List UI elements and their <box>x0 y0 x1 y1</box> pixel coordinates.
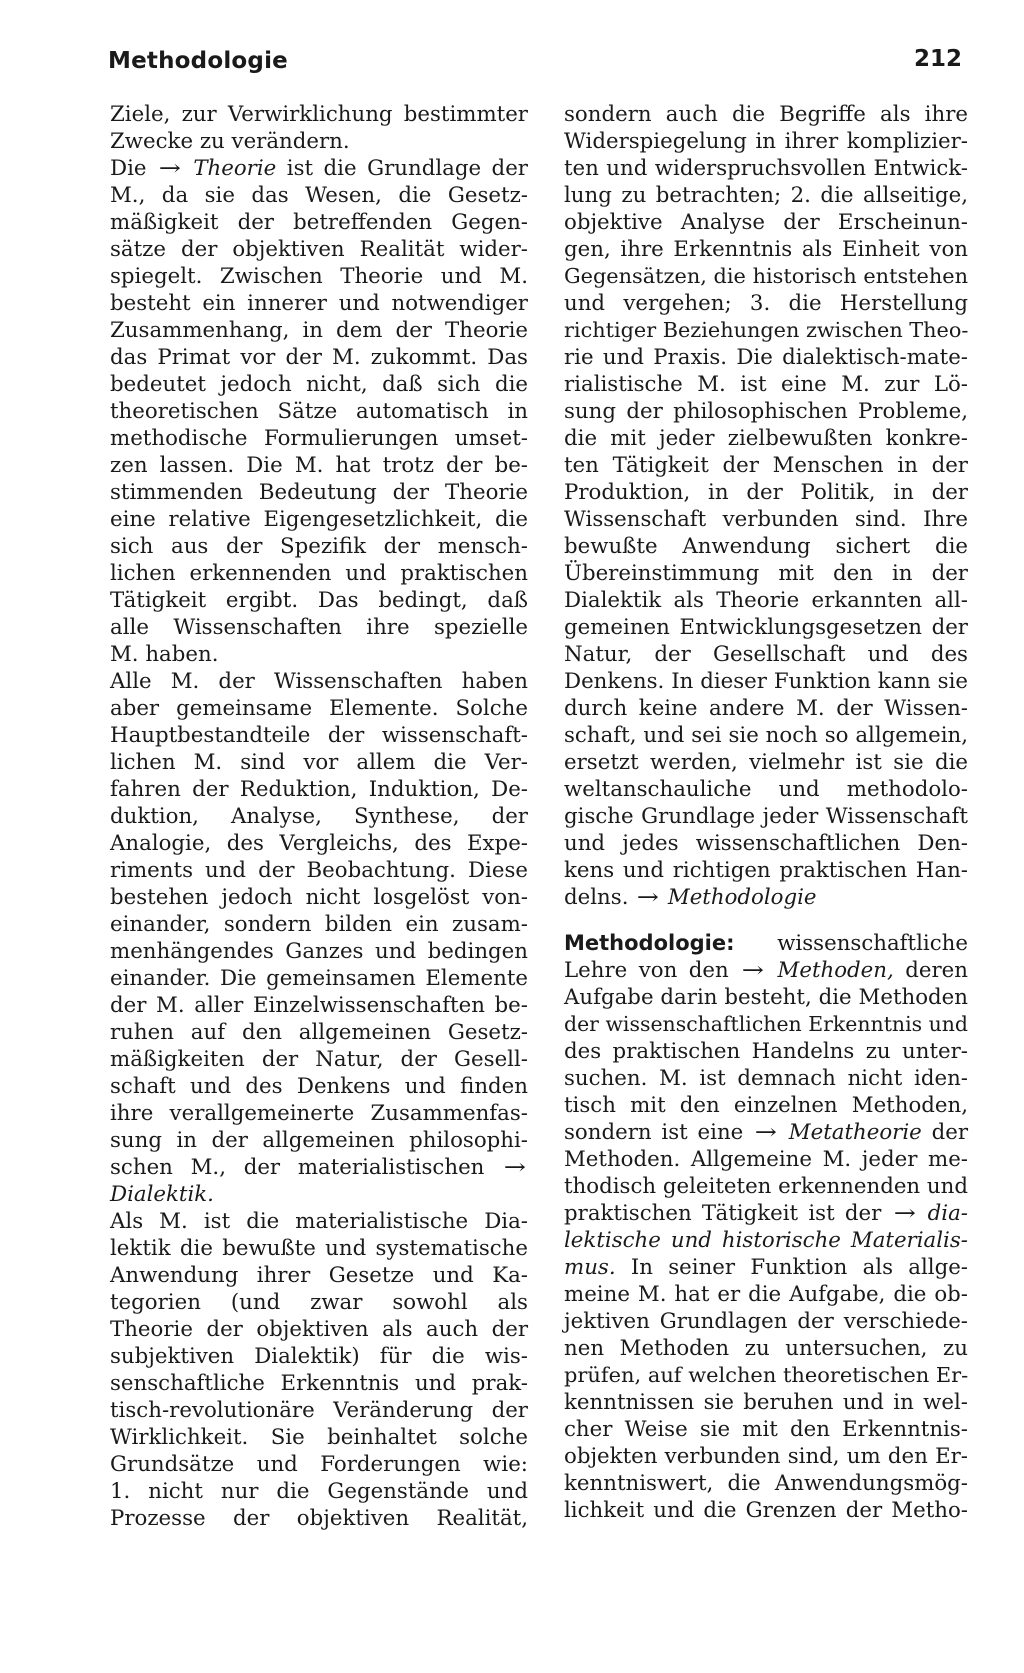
text-line: M. haben. <box>110 642 219 667</box>
text-line: der M. aller Einzelwissenschaften be- <box>110 993 528 1018</box>
text-line: bewußte Anwendung sichert die <box>564 534 968 559</box>
text-line: bestehen jedoch nicht losgelöst von- <box>110 885 528 910</box>
text-line: Widerspiegelung in ihrer komplizier- <box>564 129 968 154</box>
text-line: meine M. hat er die Aufgabe, die ob- <box>564 1282 968 1307</box>
text-line: bedeutet jedoch nicht, daß sich die <box>110 372 528 397</box>
entry-headword: Methodologie: <box>564 931 735 955</box>
entry-headword-line: Methodologie: wissenschaftliche <box>564 931 968 956</box>
text-line: durch keine andere M. der Wissen- <box>564 696 968 721</box>
text-line: Lehre von den → Methoden, deren <box>564 958 969 983</box>
text-line: und vergehen; 3. die Herstellung <box>564 291 968 316</box>
text-line: und jedes wissenschaftlichen Den- <box>564 831 968 856</box>
text-line: ersetzt werden, vielmehr ist sie die <box>564 750 968 775</box>
cross-reference-link[interactable]: Theorie <box>193 156 277 181</box>
text-line: mus. In seiner Funktion als allge- <box>564 1255 968 1280</box>
text-line: Als M. ist die materialistische Dia- <box>110 1209 528 1234</box>
cross-reference-arrow-icon: → <box>893 1201 916 1226</box>
text-line: duktion, Analyse, Synthese, der <box>110 804 528 829</box>
text-line: einander. Die gemeinsamen Elemente <box>110 966 528 991</box>
text-line: Produktion, in der Politik, in der <box>564 480 968 505</box>
text-line: Grundsätze und Forderungen wie: <box>110 1452 528 1477</box>
text-line: Gegensätzen, die historisch entstehen <box>564 264 968 288</box>
text-line: rie und Praxis. Die dialektisch-mate- <box>564 345 968 370</box>
cross-reference-arrow-icon: → <box>754 1120 778 1145</box>
text-line: menhängendes Ganzes und bedingen <box>110 939 528 964</box>
text-line: einander, sondern bilden ein zusam- <box>110 912 528 937</box>
cross-reference-arrow-icon: → <box>741 958 765 983</box>
text-line: Methoden. Allgemeine M. jeder me- <box>564 1147 968 1172</box>
text-line: lichen erkennenden und praktischen <box>110 561 528 586</box>
text-line: stimmenden Bedeutung der Theorie <box>110 480 528 505</box>
text-line: suchen. M. ist demnach nicht iden- <box>564 1066 968 1091</box>
text-line: Denkens. In dieser Funktion kann sie <box>564 669 968 694</box>
text-line: gemeinen Entwicklungsgesetzen der <box>564 615 968 640</box>
text-line: cher Weise sie mit den Erkenntnis- <box>564 1417 968 1442</box>
text-line: nen Methoden zu untersuchen, zu <box>564 1336 968 1361</box>
cross-reference-link[interactable]: dia- <box>927 1201 968 1226</box>
text-line: methodische Formulierungen umset- <box>110 426 528 451</box>
text-line: ten Tätigkeit der Menschen in der <box>564 453 968 478</box>
text-line: aber gemeinsame Elemente. Solche <box>110 696 528 721</box>
text-line: sätze der objektiven Realität wider- <box>110 237 528 262</box>
text-line: jektiven Grundlagen der verschiede- <box>564 1309 968 1334</box>
text-line: sung der philosophischen Probleme, <box>564 399 968 424</box>
text-line <box>564 1227 968 1254</box>
left-column <box>110 101 528 1532</box>
text-line: tisch mit den einzelnen Methoden, <box>564 1093 968 1118</box>
text-line: spiegelt. Zwischen Theorie und M. <box>110 264 528 289</box>
text-line: Aufgabe darin besteht, die Methoden <box>564 985 968 1010</box>
text-line: eine relative Eigengesetzlichkeit, die <box>110 507 528 532</box>
text-line: Wirklichkeit. Sie beinhaltet solche <box>110 1425 528 1450</box>
text-line: kenntnissen sie beruhen und in wel- <box>564 1390 968 1415</box>
text-line: sondern auch die Begriffe als ihre <box>564 102 968 127</box>
text-line: zen lassen. Die M. hat trotz der be- <box>110 453 528 478</box>
text-line: Anwendung ihrer Gesetze und Ka- <box>110 1263 528 1288</box>
text-line: prüfen, auf welchen theoretischen Er- <box>564 1363 969 1387</box>
text-line: lung zu betrachten; 2. die allseitige, <box>564 183 968 208</box>
text-line: Natur, der Gesellschaft und des <box>564 642 968 667</box>
text-line: Zwecke zu verändern. <box>110 129 350 154</box>
text-line: das Primat vor der M. zukommt. Das <box>110 345 528 370</box>
text-line: gen, ihre Erkenntnis als Einheit von <box>564 237 968 262</box>
text-line: des praktischen Handelns zu unter- <box>564 1039 968 1064</box>
text-line: tegorien (und zwar sowohl als <box>110 1290 528 1315</box>
text-line: sung in der allgemeinen philosophi- <box>110 1128 528 1153</box>
text-line: ten und widerspruchsvollen Entwick- <box>564 156 968 181</box>
text-line: kenntniswert, die Anwendungsmög- <box>564 1471 968 1496</box>
entry-spacer <box>564 911 968 930</box>
text-line: theoretischen Sätze automatisch in <box>110 399 528 424</box>
text-line: rialistische M. ist eine M. zur Lö- <box>564 372 968 397</box>
text-line: lichkeit und die Grenzen der Metho- <box>564 1498 968 1523</box>
text-line: richtiger Beziehungen zwischen Theo- <box>564 318 969 342</box>
text-line: die mit jeder zielbewußten konkre- <box>564 426 968 451</box>
text-line: ruhen auf den allgemeinen Gesetz- <box>110 1020 528 1045</box>
text-line: besteht ein innerer und notwendiger <box>110 291 528 316</box>
text-line: Übereinstimmung mit den in der <box>564 561 968 586</box>
text-line: Ziele, zur Verwirklichung bestimmter <box>110 102 528 127</box>
text-line: kens und richtigen praktischen Han- <box>564 858 968 883</box>
text-line: Alle M. der Wissenschaften haben <box>110 669 528 694</box>
right-column <box>564 101 968 1524</box>
text-line: ihre verallgemeinerte Zusammenfas- <box>110 1101 528 1126</box>
text-line: Theorie der objektiven als auch der <box>110 1317 528 1342</box>
text-line: schaft, und sei sie noch so allgemein, <box>564 723 968 748</box>
cross-reference-link[interactable]: lektische und historische Materialis- <box>564 1228 968 1253</box>
text-line: Hauptbestandteile der wissenschaft- <box>110 723 528 748</box>
page-number: 212 <box>913 46 962 72</box>
text-line: tisch-revolutionäre Veränderung der <box>110 1398 528 1423</box>
cross-reference-arrow-icon: → <box>158 156 182 181</box>
text-line: gische Grundlage jeder Wissenschaft <box>564 804 968 829</box>
text-line: Die → Theorie ist die Grundlage der <box>110 156 528 181</box>
text-line <box>110 1181 528 1208</box>
cross-reference-arrow-icon: → <box>503 1155 527 1180</box>
text-line: Tätigkeit ergibt. Das bedingt, daß <box>110 588 528 613</box>
running-head-title: Methodologie <box>108 48 288 74</box>
text-line: sich aus der Spezifik der mensch- <box>110 534 528 559</box>
text-line: schaft und des Denkens und finden <box>110 1074 528 1099</box>
text-line: der wissenschaftlichen Erkenntnis und <box>564 1012 968 1036</box>
cross-reference-link[interactable]: Methodologie <box>667 885 817 910</box>
text-line: fahren der Reduktion, Induktion, De- <box>110 777 528 802</box>
text-line: thodisch geleiteten erkennenden und <box>564 1174 968 1199</box>
text-line: praktischen Tätigkeit ist der → dia- <box>564 1201 968 1226</box>
text-line: Prozesse der objektiven Realität, <box>110 1506 528 1531</box>
text-line: sondern ist eine → Metatheorie der <box>564 1120 968 1145</box>
cross-reference-link[interactable]: Methoden, <box>777 958 894 983</box>
text-line: mäßigkeit der betreffenden Gegen- <box>110 210 528 235</box>
text-line: schen M., der materialistischen → <box>110 1155 527 1180</box>
text-line: objektive Analyse der Erscheinun- <box>564 210 968 235</box>
text-line: alle Wissenschaften ihre spezielle <box>110 615 528 640</box>
cross-reference-link[interactable]: Metatheorie <box>788 1120 922 1145</box>
text-line: weltanschauliche und methodolo- <box>564 777 968 802</box>
cross-reference-link[interactable]: mus. <box>564 1255 616 1280</box>
text-line: objekten verbunden sind, um den Er- <box>564 1444 968 1469</box>
text-line: mäßigkeiten der Natur, der Gesell- <box>110 1047 528 1072</box>
text-line: Zusammenhang, in dem der Theorie <box>110 318 528 343</box>
text-line: 1. nicht nur die Gegenstände und <box>110 1479 528 1504</box>
text-line: M., da sie das Wesen, die Gesetz- <box>110 183 528 208</box>
text-line: lektik die bewußte und systematische <box>110 1236 528 1261</box>
text-line: senschaftliche Erkenntnis und prak- <box>110 1371 528 1396</box>
text-line: Analogie, des Vergleichs, des Expe- <box>110 831 528 856</box>
cross-reference-link[interactable]: Dialektik. <box>110 1182 214 1207</box>
text-line: subjektiven Dialektik) für die wis- <box>110 1344 528 1369</box>
text-line: delns. → Methodologie <box>564 885 817 910</box>
text-line: lichen M. sind vor allem die Ver- <box>110 750 528 775</box>
text-line: riments und der Beobachtung. Diese <box>110 858 528 883</box>
cross-reference-arrow-icon: → <box>637 885 660 910</box>
text-line: Dialektik als Theorie erkannten all- <box>564 588 968 613</box>
text-line: Wissenschaft verbunden sind. Ihre <box>564 507 968 532</box>
